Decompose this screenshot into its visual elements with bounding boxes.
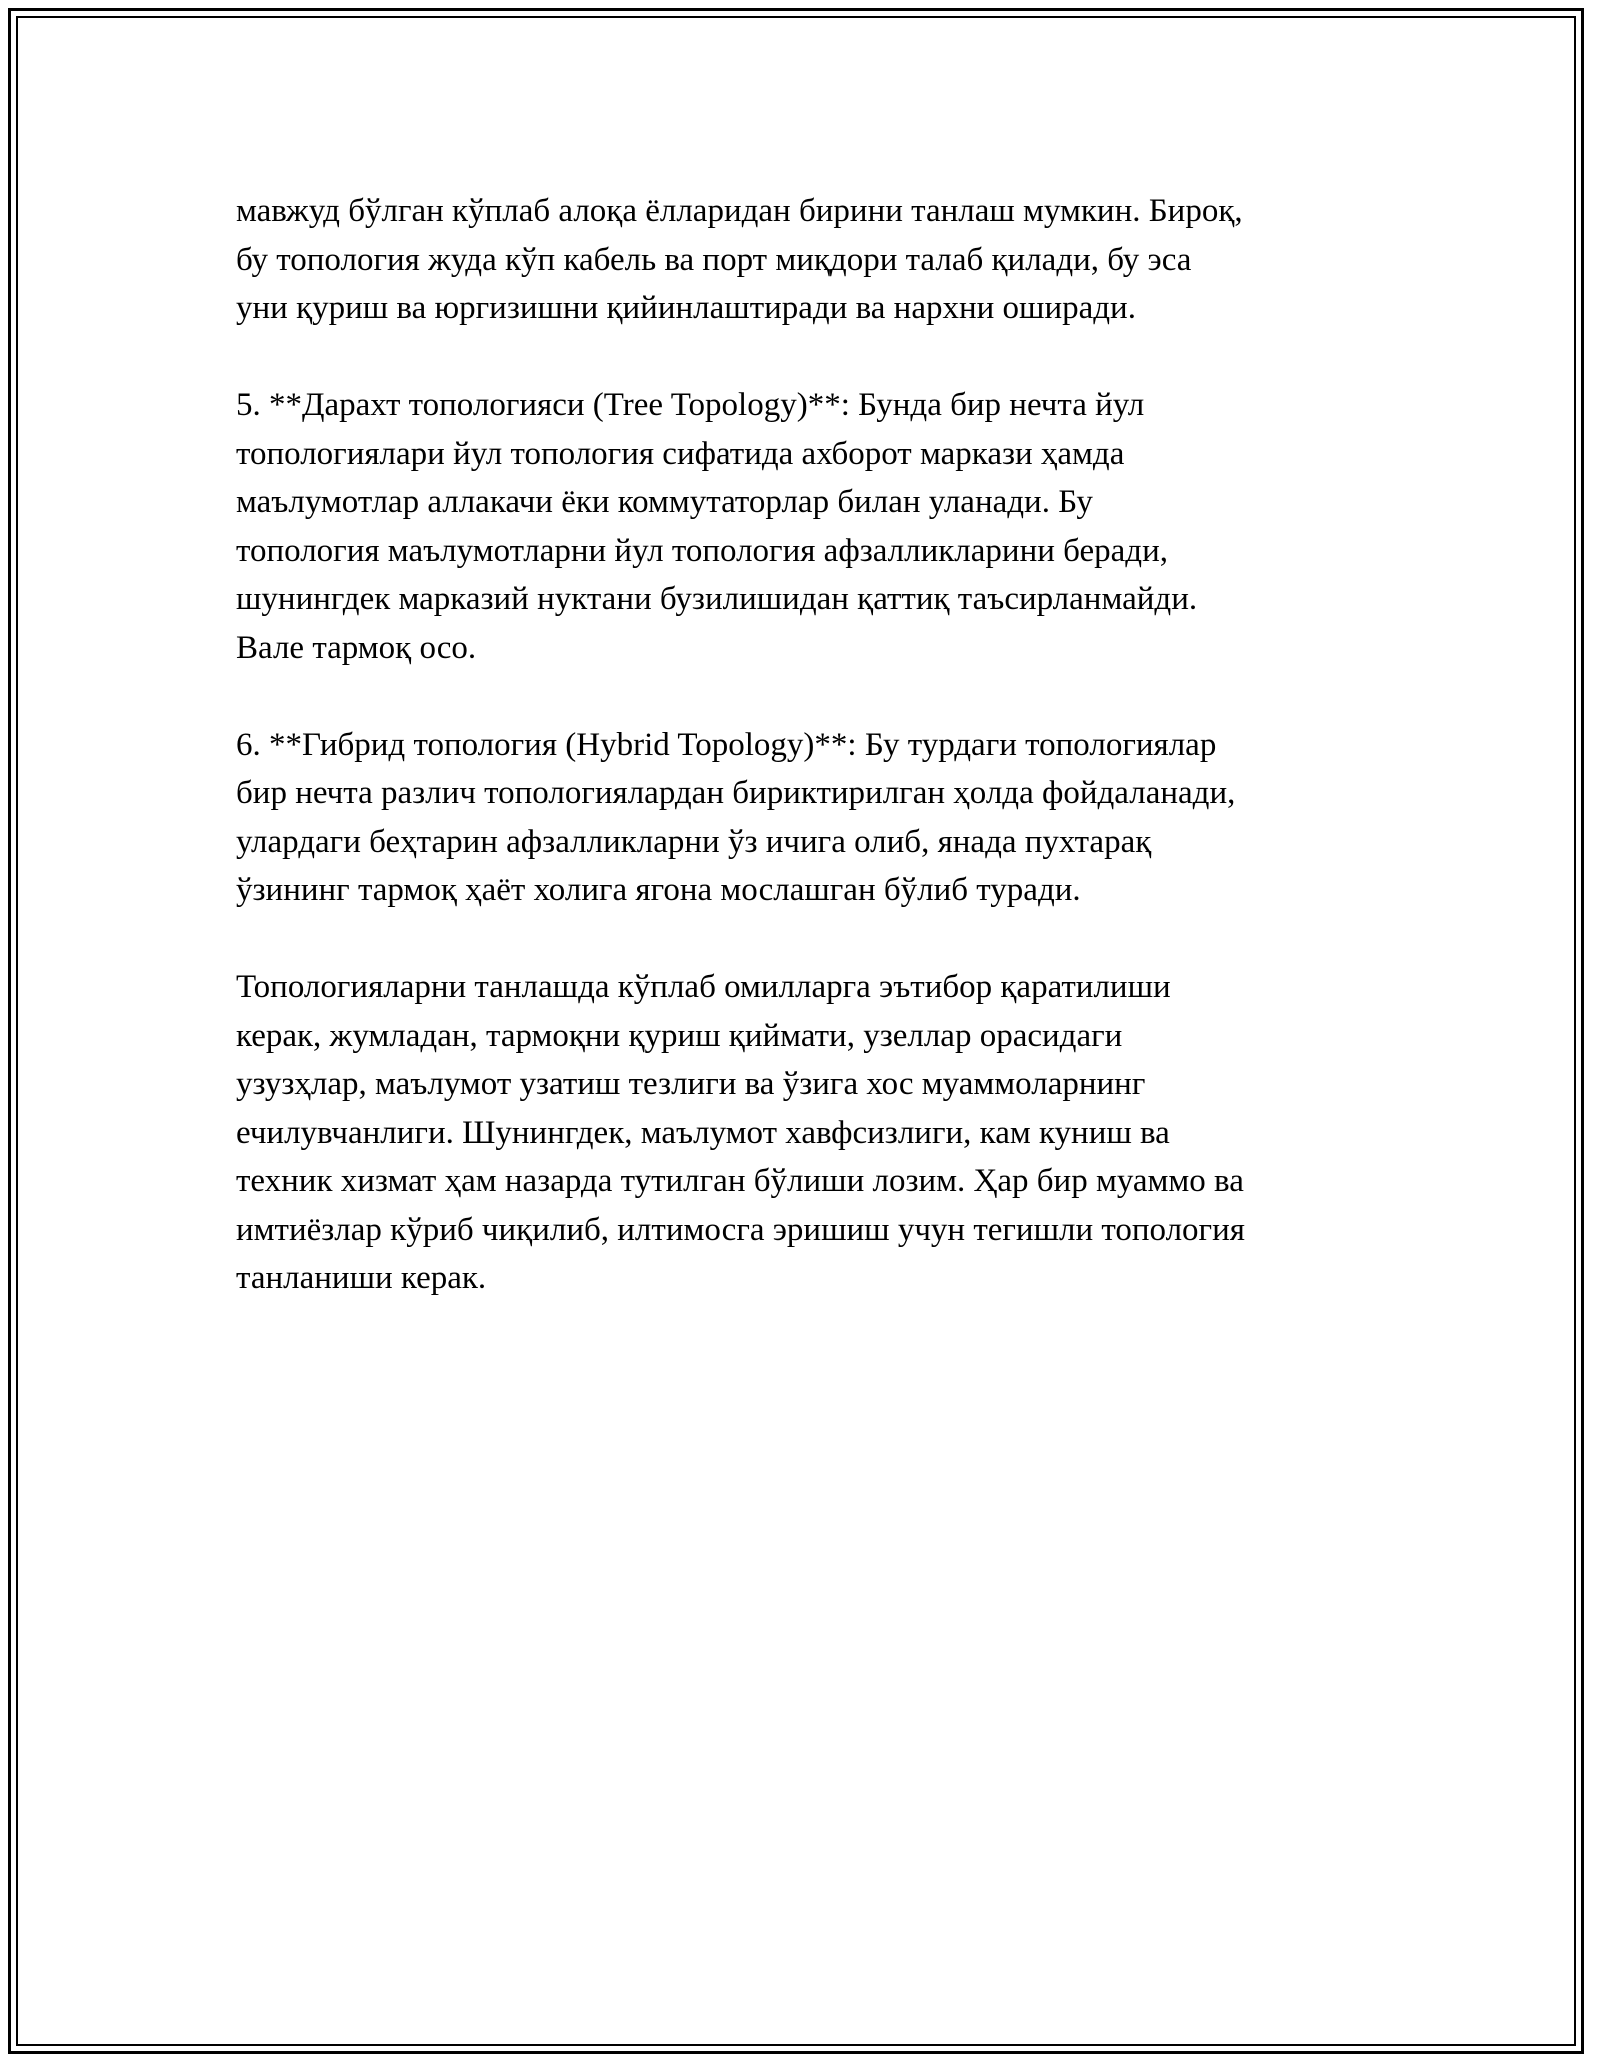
paragraph-hybrid-topology: 6. **Гибрид топология (Hybrid Topology)**: Бу турдаги топологиялар бир нечта различ топологиялардан бириктирилган ҳолда фойдаланади, улардаги беҳтарин афзалликларни ўз ичига олиб, янада пухтарақ ўзининг тармоқ ҳаёт холига ягона мослашган бўлиб туради. xyxy=(236,726,1236,908)
paragraph-conclusion: Топологияларни танлашда кўплаб омилларга эътибор қаратилиши керак, жумладан, тармоқни қуриш қиймати, узеллар орасидаги узузҳлар, маълумот узатиш тезлиги ва ўзига хос муаммоларнинг ечилувчанлиги. Шунингдек, маълумот хавфсизлиги, кам куниш ва техник хизмат ҳам назарда тутилган бўлиши лозим. Ҳар бир муаммо ва имтиёзлар кўриб чиқилиб, илтимосга эришиш учун тегишли топология танланиши керак. xyxy=(236,969,1245,1296)
paragraph-mesh-continuation: мавжуд бўлган кўплаб алоқа ёлларидан бирини танлаш мумкин. Бироқ, бу топология жуда кўп кабель ва порт миқдори талаб қилади, бу эса уни қуриш ва юргизишни қийинлаштиради ва нархни оширади. xyxy=(236,193,1243,326)
paragraph-tree-topology: 5. **Дарахт топологияси (Tree Topology)**: Бунда бир нечта йул топологиялари йул топология сифатида ахборот маркази ҳамда маълумотлар аллакачи ёки коммутаторлар билан уланади. Бу топология маълумотларни йул топология афзалликларини беради, шунингдек марказий нуктани бузилишидан қаттиқ таъсирланмайди. Вале тармоқ осо. xyxy=(236,387,1198,666)
document-body xyxy=(236,187,1376,1351)
